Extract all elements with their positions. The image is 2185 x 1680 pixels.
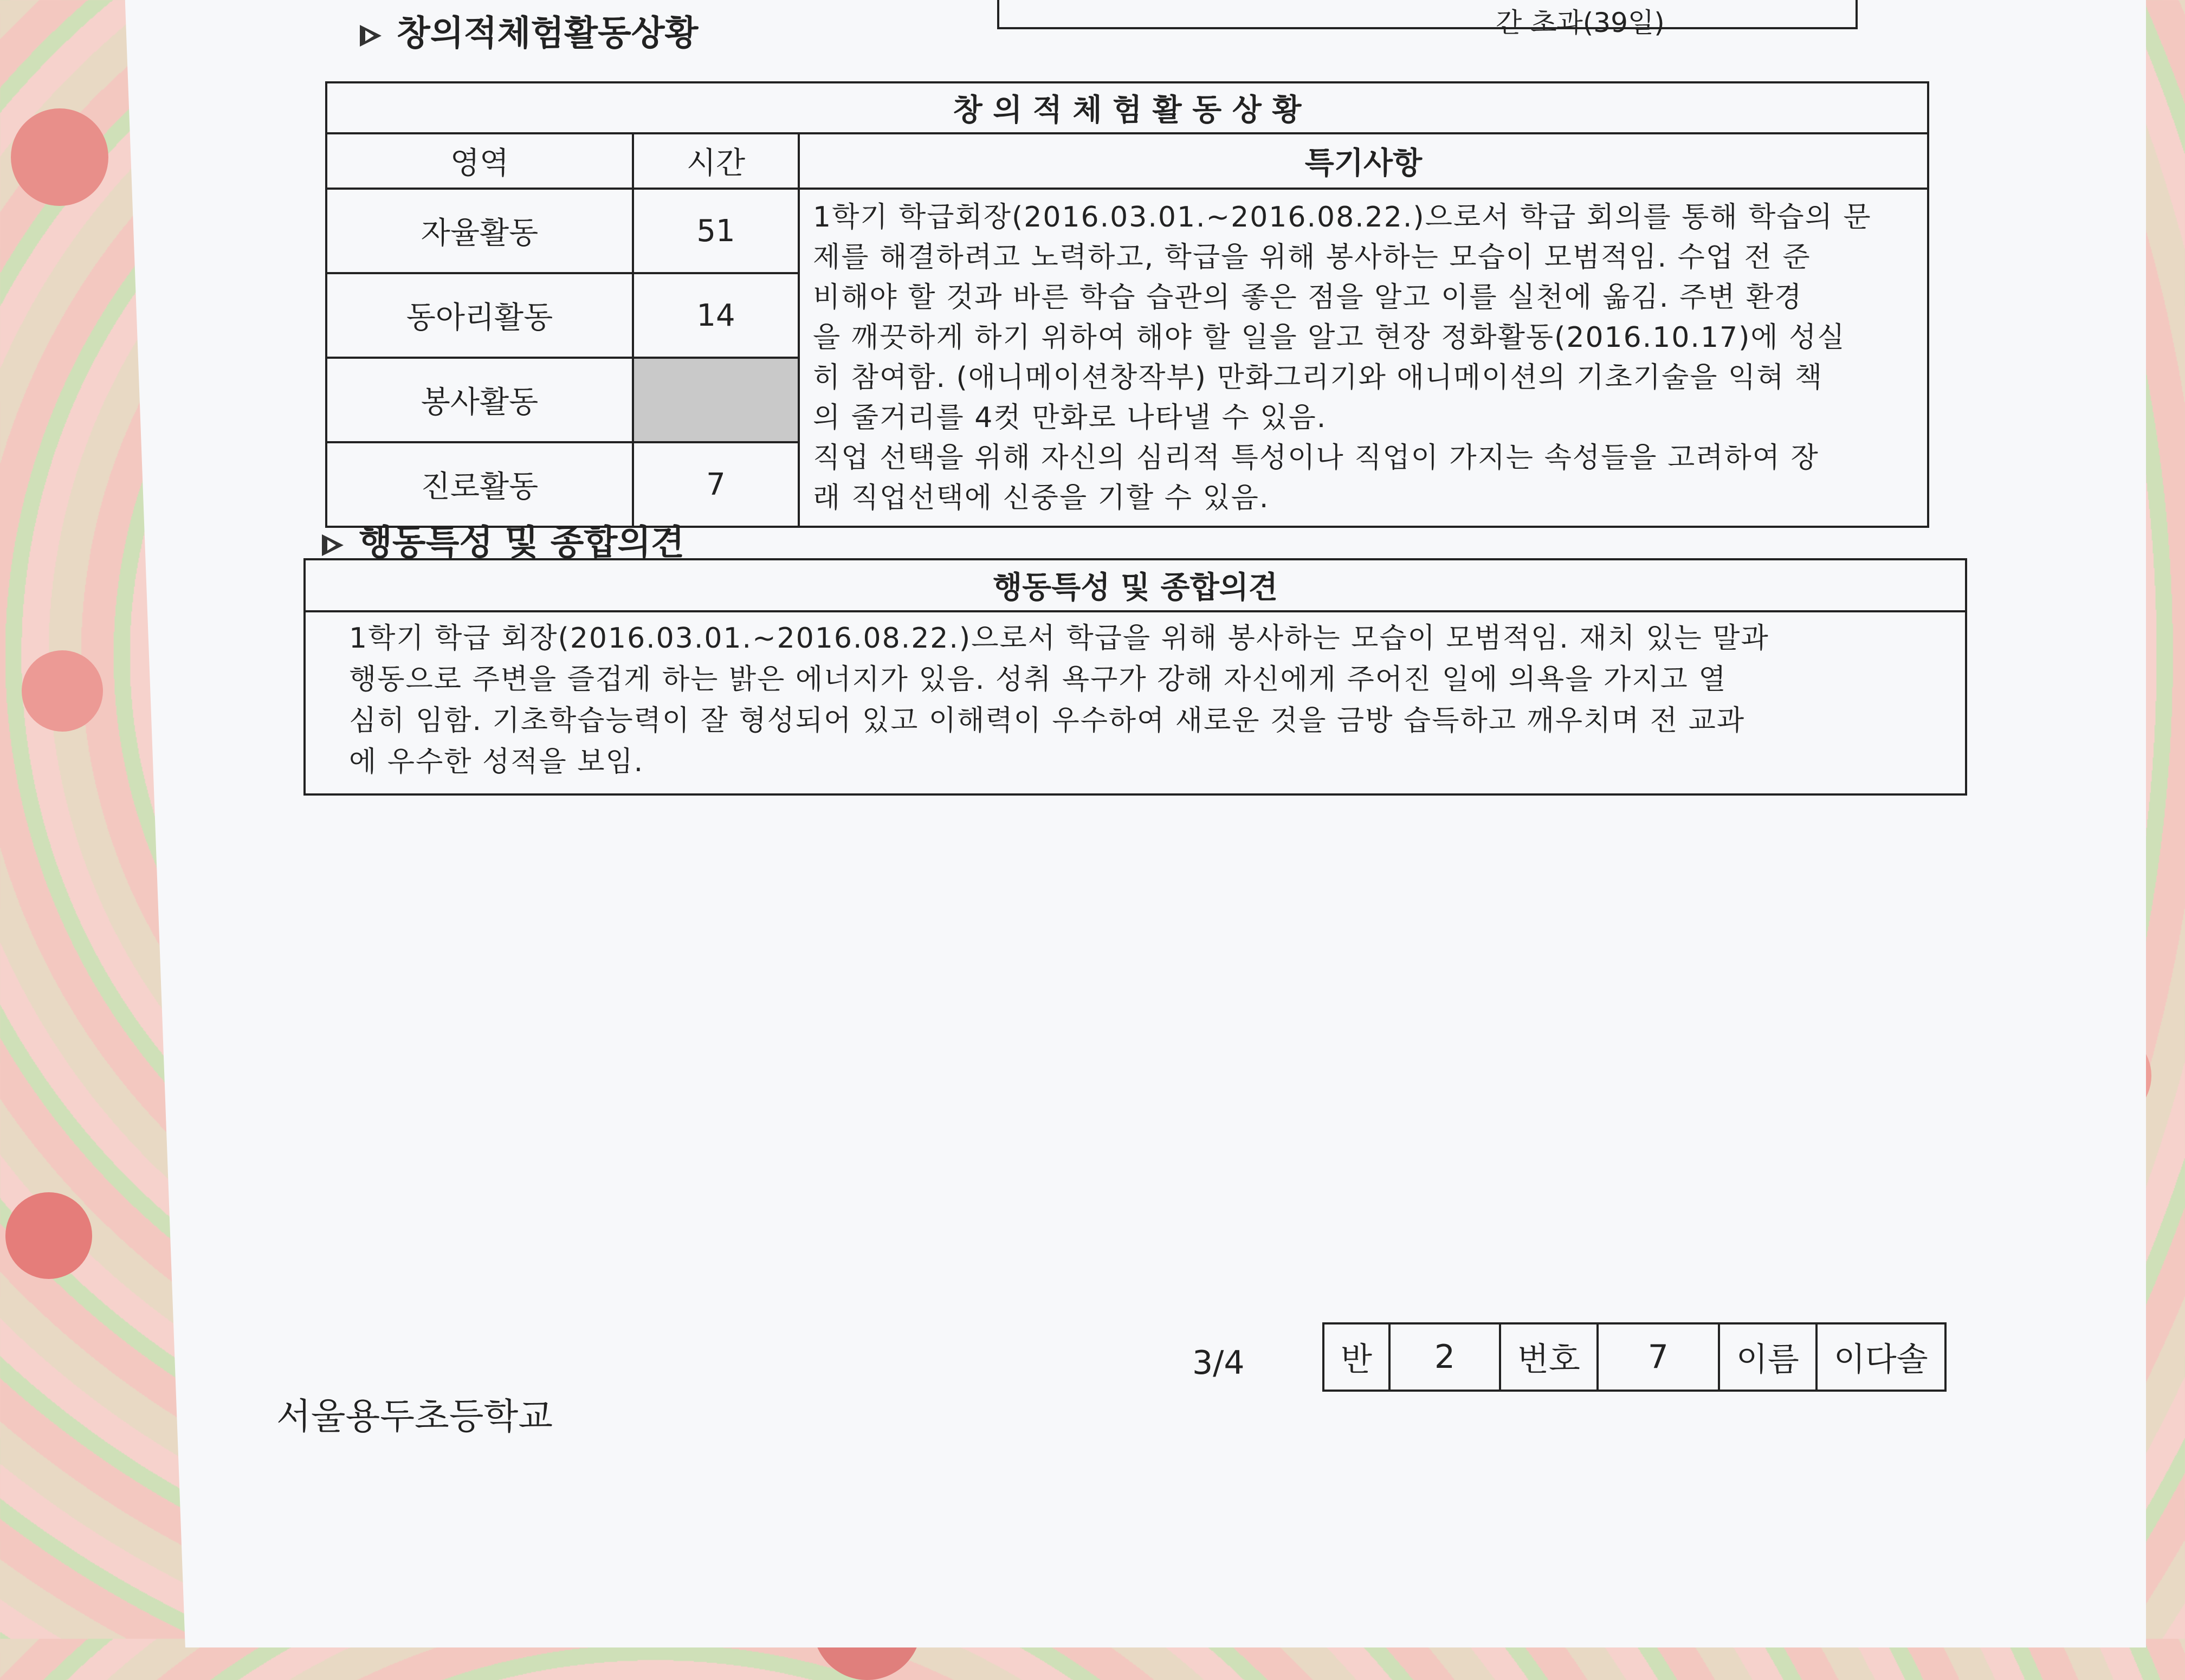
fabric-flower	[22, 650, 103, 732]
activity-table-title: 창 의 적 체 험 활 동 상 황	[326, 82, 1928, 133]
name-label: 이름	[1719, 1323, 1816, 1391]
column-header-notes: 특기사항	[799, 133, 1928, 189]
hours-cell: 14	[633, 273, 799, 358]
section2-heading-text: 행동특성 및 종합의견	[359, 523, 684, 563]
area-cell: 동아리활동	[326, 273, 633, 358]
note-line: 비해야 할 것과 바른 학습 습관의 좋은 점을 알고 이를 실천에 옮김. 주변 환경	[813, 281, 1803, 314]
opinion-table	[303, 558, 1967, 796]
note-line: 제를 해결하려고 노력하고, 학급을 위해 봉사하는 모습이 모범적임. 수업 전 준	[813, 241, 1811, 274]
notes-cell	[799, 189, 1928, 527]
note-line: 래 직업선택에 신중을 기할 수 있음.	[813, 482, 1270, 514]
note-line: 을 깨끗하게 하기 위하여 해야 할 일을 알고 현장 정화활동(2016.10.17)에 성실	[813, 321, 1846, 354]
area-cell: 봉사활동	[326, 358, 633, 442]
fabric-flower	[11, 108, 108, 206]
opinion-line: 1학기 학급 회장(2016.03.01.~2016.08.22.)으로서 학급을 위해 봉사하는 모습이 모범적임. 재치 있는 말과	[349, 622, 1769, 655]
arrow-bullet-icon	[358, 17, 384, 43]
note-line: 직업 선택을 위해 자신의 심리적 특성이나 직업이 가지는 속성들을 고려하여 장	[813, 442, 1819, 474]
opinion-line: 행동으로 주변을 즐겁게 하는 밝은 에너지가 있음. 성취 욕구가 강해 자신에게 주어진 일에 의욕을 가지고 열	[349, 663, 1727, 696]
fabric-flower	[5, 1192, 92, 1279]
name-value: 이다솔	[1816, 1323, 1945, 1391]
note-line: 히 참여함. (애니메이션창작부) 만화그리기와 애니메이션의 기초기술을 익혀 책	[813, 361, 1824, 394]
section1-heading	[358, 5, 698, 55]
area-cell: 진로활동	[326, 442, 633, 527]
column-header-hours: 시간	[633, 133, 799, 189]
opinion-table-title: 행동특성 및 종합의견	[305, 559, 1966, 611]
activity-table	[325, 81, 1929, 528]
top-fragment-text: 간 초과(39일)	[1496, 7, 1665, 38]
number-value: 7	[1598, 1323, 1719, 1391]
section1-heading-text: 창의적체험활동상황	[397, 14, 699, 54]
column-header-area: 영역	[326, 133, 633, 189]
page-number: 3/4	[1192, 1344, 1245, 1382]
hours-cell-shaded	[633, 358, 799, 442]
area-cell: 자율활동	[326, 189, 633, 273]
section2-heading	[320, 515, 684, 565]
arrow-bullet-icon	[320, 527, 346, 553]
student-info-table	[1322, 1322, 1947, 1392]
class-value: 2	[1389, 1323, 1500, 1391]
school-name: 서울용두초등학교	[276, 1395, 553, 1437]
hours-cell: 7	[633, 442, 799, 527]
top-fragment-line	[997, 0, 1858, 29]
hours-cell: 51	[633, 189, 799, 273]
opinion-line: 심히 임함. 기초학습능력이 잘 형성되어 있고 이해력이 우수하여 새로운 것을 금방 습득하고 깨우치며 전 교과	[349, 705, 1746, 737]
opinion-cell	[305, 611, 1966, 794]
number-label: 번호	[1500, 1323, 1598, 1391]
note-line: 의 줄거리를 4컷 만화로 나타낼 수 있음.	[813, 402, 1327, 434]
class-label: 반	[1323, 1323, 1389, 1391]
note-line: 1학기 학급회장(2016.03.01.~2016.08.22.)으로서 학급 회의를 통해 학습의 문	[813, 201, 1872, 234]
opinion-line: 에 우수한 성적을 보임.	[349, 746, 644, 778]
